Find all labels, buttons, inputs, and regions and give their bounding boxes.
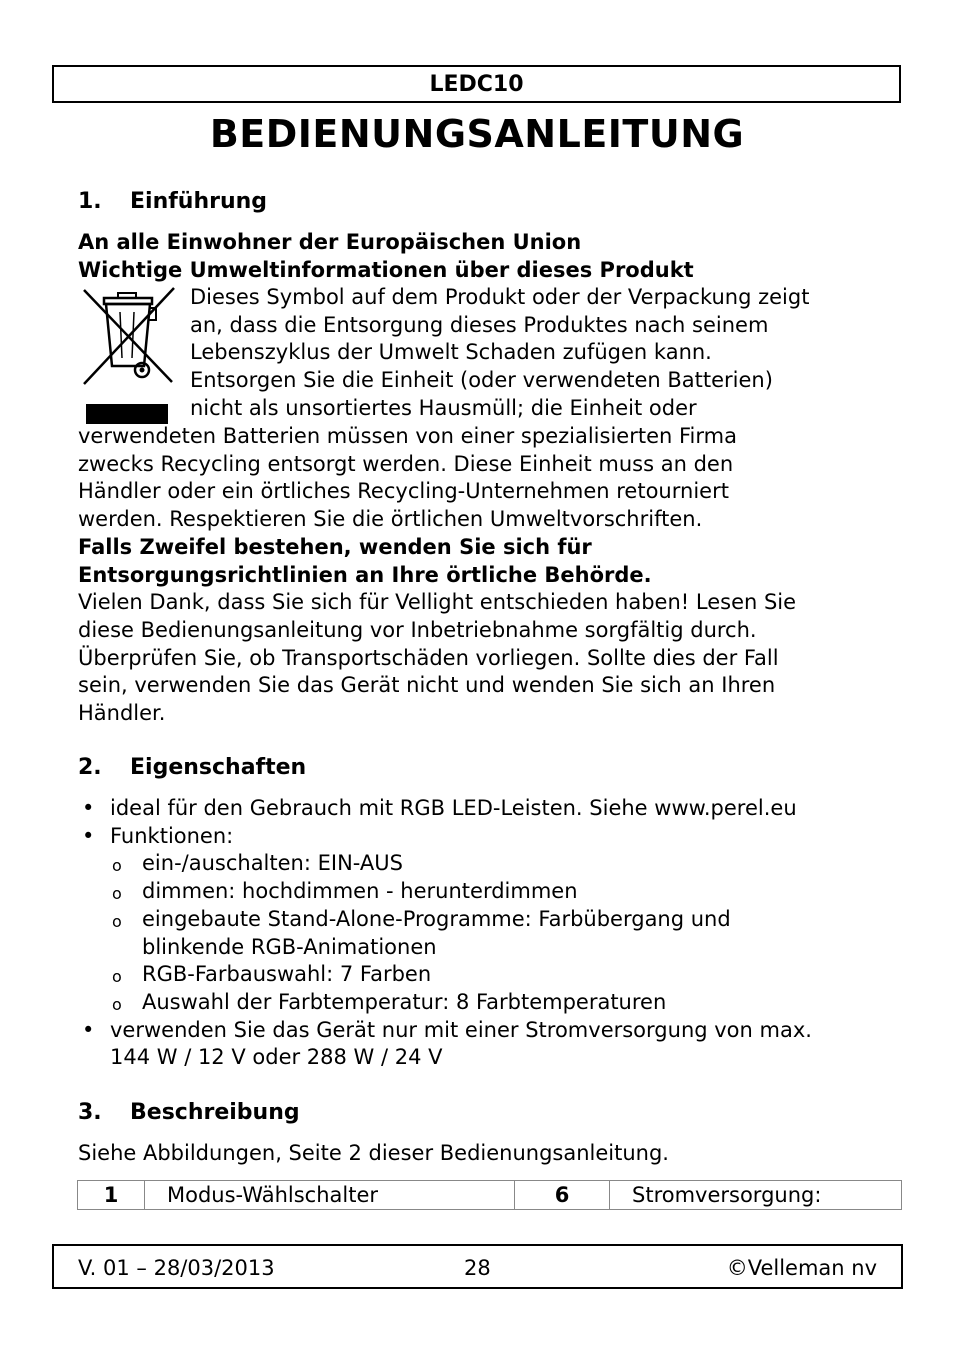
text-line: verwendeten Batterien müssen von einer spezialisierten Firma [78, 424, 737, 448]
footer-version: V. 01 – 28/03/2013 [78, 1256, 275, 1280]
text-line: Händler oder ein örtliches Recycling-Unternehmen retourniert [78, 479, 729, 504]
page-title: BEDIENUNGSANLEITUNG [209, 112, 745, 156]
weee-symbol-text [190, 284, 809, 423]
eu-residents-heading: An alle Einwohner der Europäischen Union [78, 230, 582, 254]
text-line: Entsorgen Sie die Einheit (oder verwendeten Batterien) [190, 368, 773, 393]
parts-table [77, 1180, 902, 1210]
list-item-label: Funktionen: [110, 823, 234, 848]
footer-copyright: ©Velleman nv [726, 1256, 877, 1280]
environment-info-heading: Wichtige Umweltinformationen über dieses Produkt [78, 258, 694, 282]
text-line: an, dass die Entsorgung dieses Produktes nach seinem [190, 312, 769, 337]
part-label: Modus-Wählschalter [145, 1181, 515, 1210]
table-row [78, 1181, 902, 1210]
list-item: • verwenden Sie das Gerät nur mit einer Stromversorgung von max. 144 W / 12 V oder 288 W / 24 V [78, 1017, 830, 1072]
description-text: Siehe Abbildungen, Seite 2 dieser Bedienungsanleitung. [78, 1141, 669, 1165]
part-label: Stromversorgung: [610, 1181, 902, 1210]
list-item: o dimmen: hochdimmen - herunterdimmen [110, 878, 898, 906]
authority-notice-line: Falls Zweifel bestehen, wenden Sie sich für [78, 534, 592, 559]
section-title: Beschreibung [130, 1100, 300, 1125]
section-3-heading [78, 1100, 300, 1125]
list-item: o Auswahl der Farbtemperatur: 8 Farbtemperaturen [110, 989, 898, 1017]
section-title: Eigenschaften [130, 755, 307, 780]
text-line: Überprüfen Sie, ob Transportschäden vorliegen. Sollte dies der Fall [78, 645, 779, 670]
text-line: sein, verwenden Sie das Gerät nicht und wenden Sie sich an Ihren [78, 673, 776, 698]
model-name: LEDC10 [429, 71, 524, 97]
text-line: werden. Respektieren Sie die örtlichen Umweltvorschriften. [78, 507, 703, 532]
text-line: Lebenszyklus der Umwelt Schaden zufügen kann. [190, 340, 712, 365]
text-line: Dieses Symbol auf dem Produkt oder der Verpackung zeigt [190, 285, 810, 309]
page-footer [52, 1244, 903, 1289]
text-line: Vielen Dank, dass Sie sich für Vellight entschieden haben! Lesen Sie [78, 590, 797, 615]
authority-notice-line: Entsorgungsrichtlinien an Ihre örtliche Behörde. [78, 562, 652, 587]
features-list [78, 795, 898, 1072]
disposal-paragraph [78, 423, 796, 728]
text-line: diese Bedienungsanleitung vor Inbetriebnahme sorgfältig durch. [78, 617, 757, 642]
crossed-out-wheelie-bin-icon [78, 286, 178, 424]
header-model-box [52, 65, 901, 103]
section-1-heading [78, 189, 267, 214]
footer-page-number: 28 [464, 1256, 491, 1280]
text-line: Händler. [78, 701, 166, 726]
list-item: • ideal für den Gebrauch mit RGB LED-Leisten. Siehe www.perel.eu [78, 795, 898, 823]
section-number: 2. [78, 755, 102, 780]
list-item: o RGB-Farbauswahl: 7 Farben [110, 961, 898, 989]
text-line: nicht als unsortiertes Hausmüll; die Einheit oder [190, 395, 697, 420]
part-number: 6 [515, 1181, 610, 1210]
section-title: Einführung [130, 189, 268, 214]
section-2-heading [78, 755, 306, 780]
section-number: 1. [78, 189, 102, 214]
text-line: zwecks Recycling entsorgt werden. Diese Einheit muss an den [78, 451, 734, 476]
part-number: 1 [78, 1181, 145, 1210]
list-item: o ein-/auschalten: EIN-AUS [110, 850, 898, 878]
functions-sublist [110, 850, 898, 1016]
list-item [78, 823, 898, 1017]
list-item: o eingebaute Stand-Alone-Programme: Farbübergang und blinkende RGB-Animationen [110, 906, 802, 961]
section-number: 3. [78, 1100, 102, 1125]
